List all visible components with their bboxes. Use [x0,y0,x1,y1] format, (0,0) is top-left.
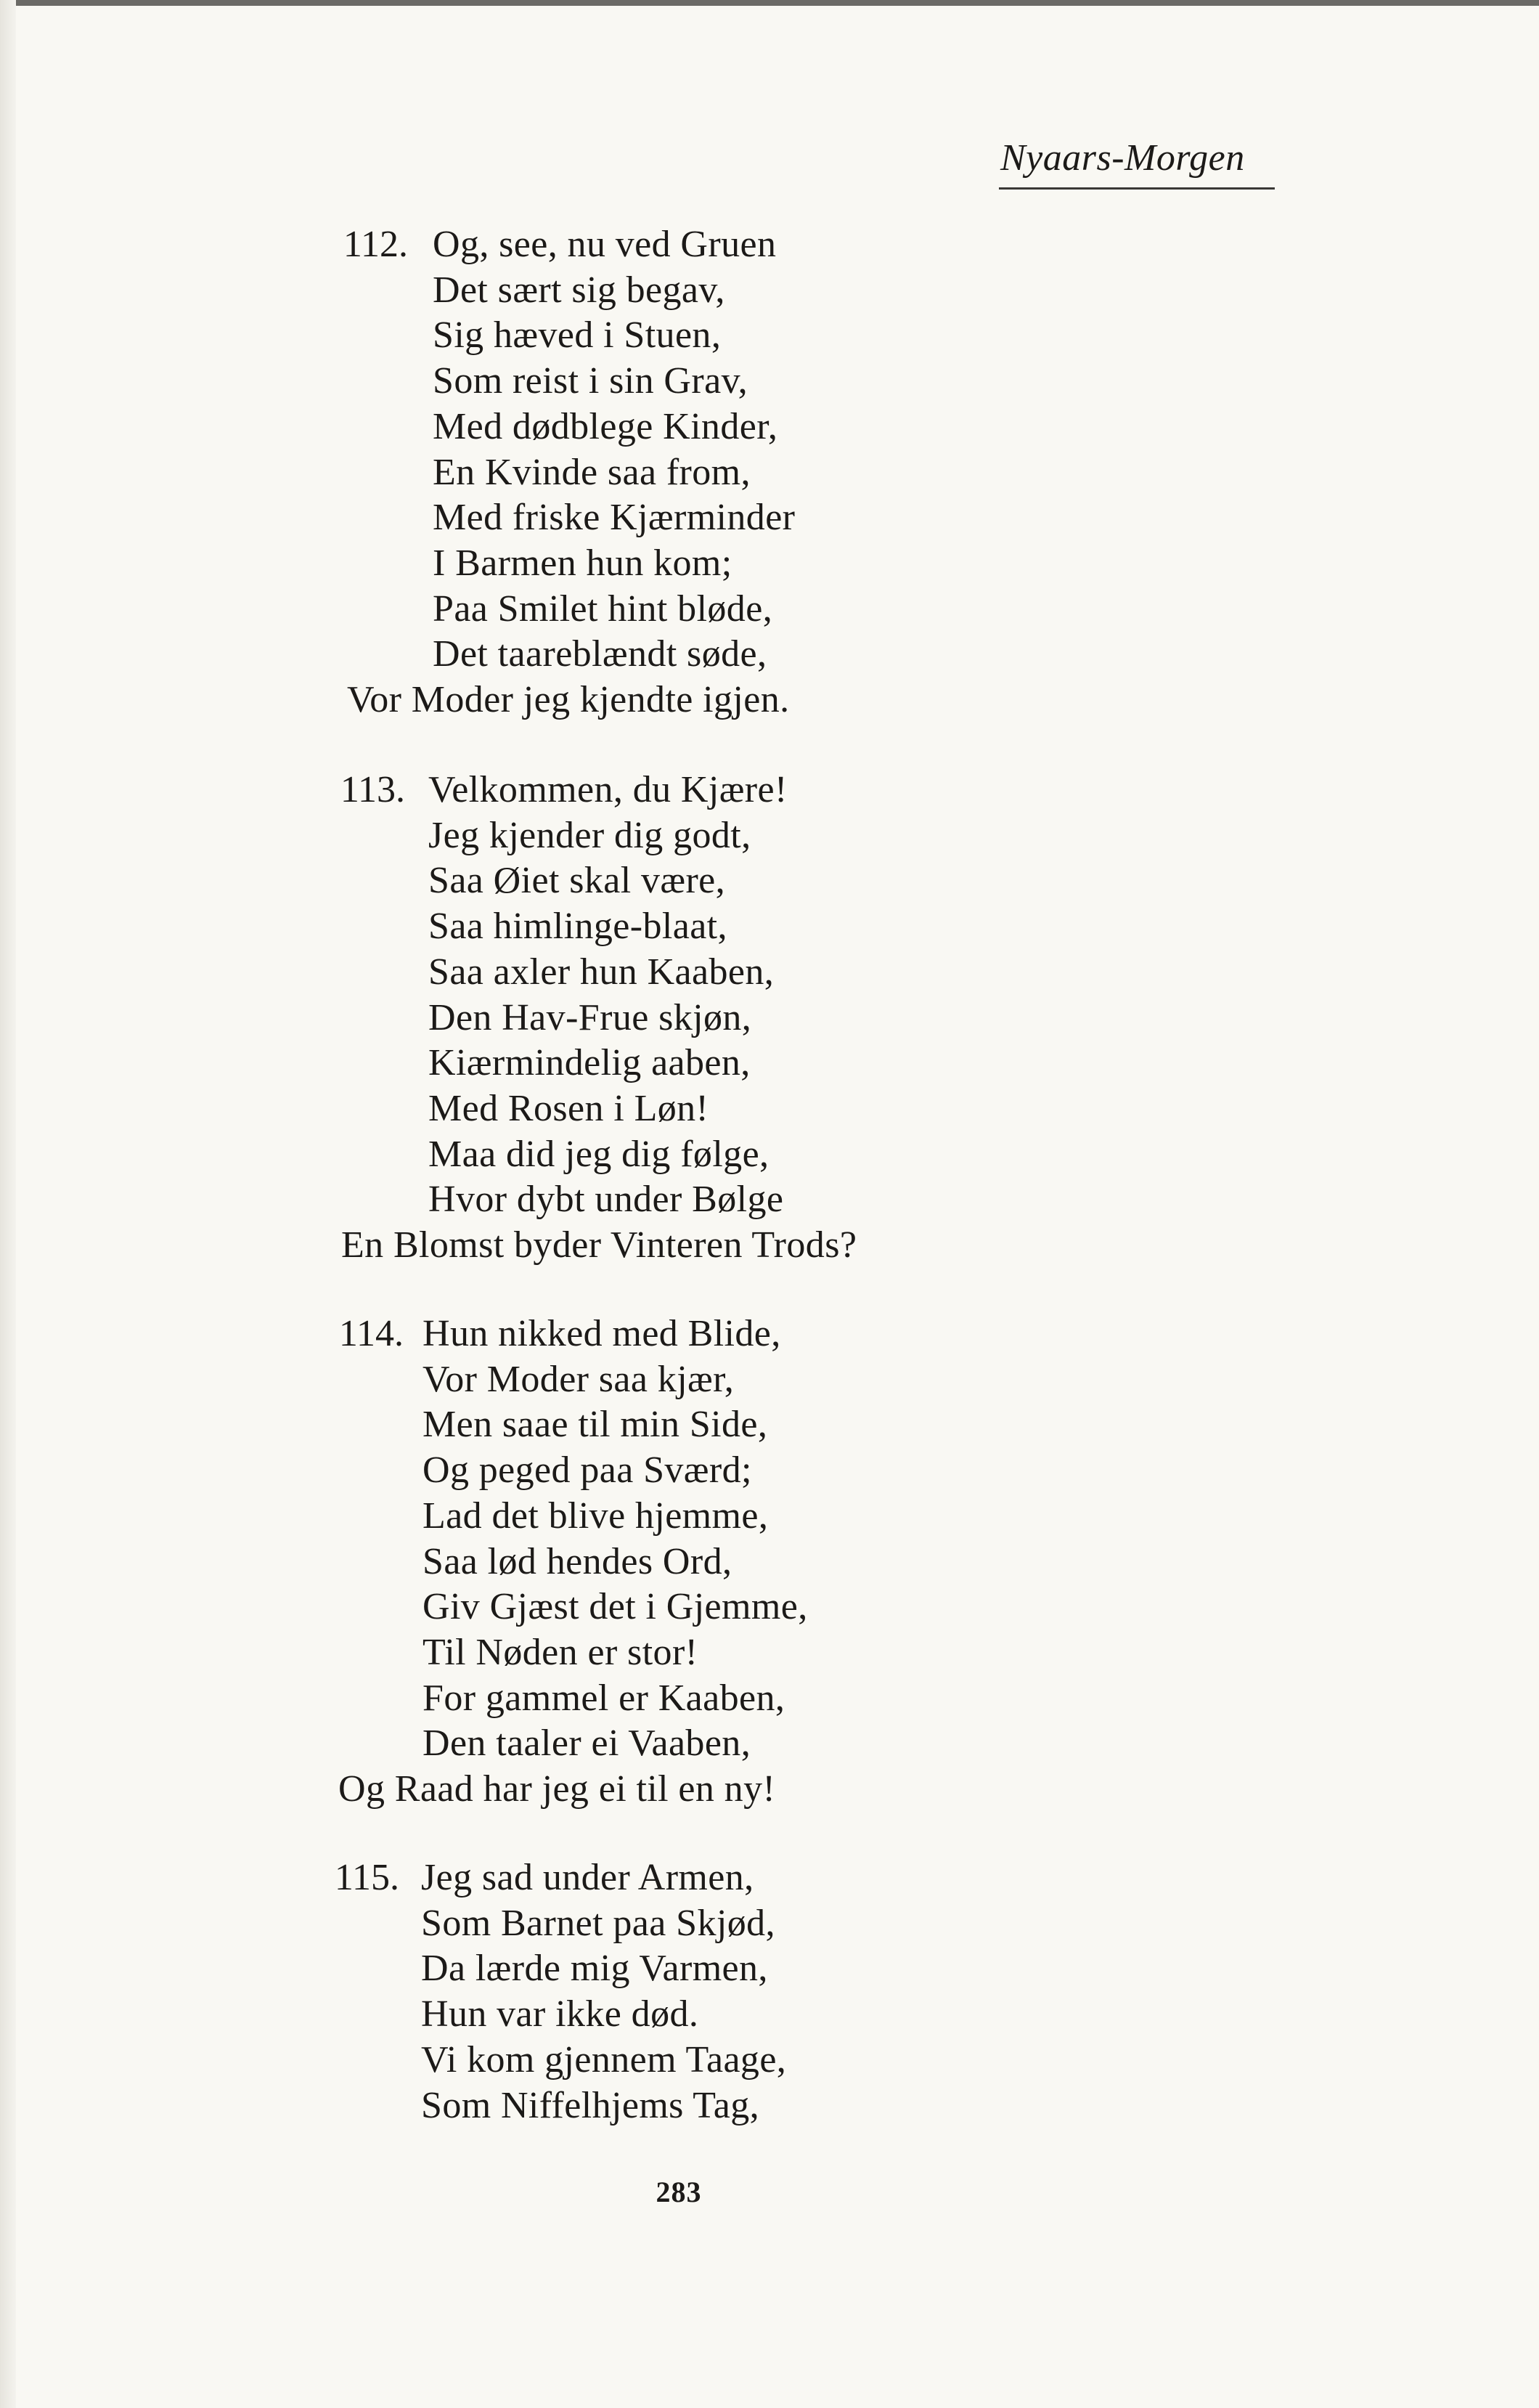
verse-line: Vi kom gjennem Taage, [421,2038,787,2080]
verse-line: For gammel er Kaaben, [422,1677,785,1719]
verse-line: Sig hæved i Stuen, [433,314,722,357]
verse-line: Hvor dybt under Bølge [428,1179,784,1221]
verse-line: Som reist i sin Grav, [433,360,748,402]
verse-line: Giv Gjæst det i Gjemme, [422,1586,808,1628]
scan-left-edge [0,0,16,2408]
page-number: 283 [656,2176,702,2208]
verse-line: Som Niffelhjems Tag, [421,2084,760,2126]
verse-line: Det sært sig begav, [433,269,725,311]
stanza-number: 115. [334,1857,399,1898]
verse-line: Vor Moder saa kjær, [422,1358,735,1400]
verse-line: Saa lød hendes Ord, [422,1540,732,1582]
verse-line: Paa Smilet hint bløde, [433,587,773,630]
stanza-number: 113. [340,769,405,810]
verse-line: Det taareblændt søde, [433,633,767,675]
verse-line: Da lærde mig Varmen, [421,1948,768,1990]
verse-line: Jeg sad under Armen, [421,1857,754,1898]
verse-line: Den Hav-Frue skjøn, [428,996,752,1038]
verse-line: Saa himlinge-blaat, [428,906,727,948]
verse-line: Og peged paa Sværd; [422,1449,752,1492]
verse-line: Men saae til min Side, [422,1404,768,1446]
verse-line: Saa Øiet skal være, [428,860,726,902]
verse-line: Og, see, nu ved Gruen [433,224,777,265]
stanza-number: 112. [343,224,408,265]
verse-line: Hun var ikke død. [421,1993,699,2035]
verse-line-refrain: Og Raad har jeg ei til en ny! [338,1768,776,1810]
verse-line: Velkommen, du Kjære! [428,769,788,810]
verse-line: Med friske Kjærminder [433,497,796,539]
verse-line: I Barmen hun kom; [433,542,732,584]
header-rule [999,187,1275,190]
verse-line: Hun nikked med Blide, [422,1313,781,1354]
verse-line: En Kvinde saa from, [433,451,751,493]
verse-line: Kiærmindelig aaben, [428,1042,751,1084]
verse-line: Maa did jeg dig følge, [428,1133,770,1175]
verse-line-refrain: En Blomst byder Vinteren Trods? [341,1224,857,1266]
verse-line: Til Nøden er stor! [422,1631,698,1673]
verse-line: Jeg kjender dig godt, [428,814,751,856]
verse-line: Med dødblege Kinder, [433,405,778,447]
verse-line-refrain: Vor Moder jeg kjendte igjen. [347,679,790,720]
running-header: Nyaars-Morgen [1000,137,1245,179]
scan-top-edge [0,0,1539,6]
verse-line: Den taaler ei Vaaben, [422,1722,751,1765]
verse-line: Som Barnet paa Skjød, [421,1902,775,1944]
verse-line: Saa axler hun Kaaben, [428,951,775,993]
stanza-number: 114. [338,1313,404,1354]
verse-line: Med Rosen i Løn! [428,1087,709,1129]
verse-line: Lad det blive hjemme, [422,1494,769,1537]
